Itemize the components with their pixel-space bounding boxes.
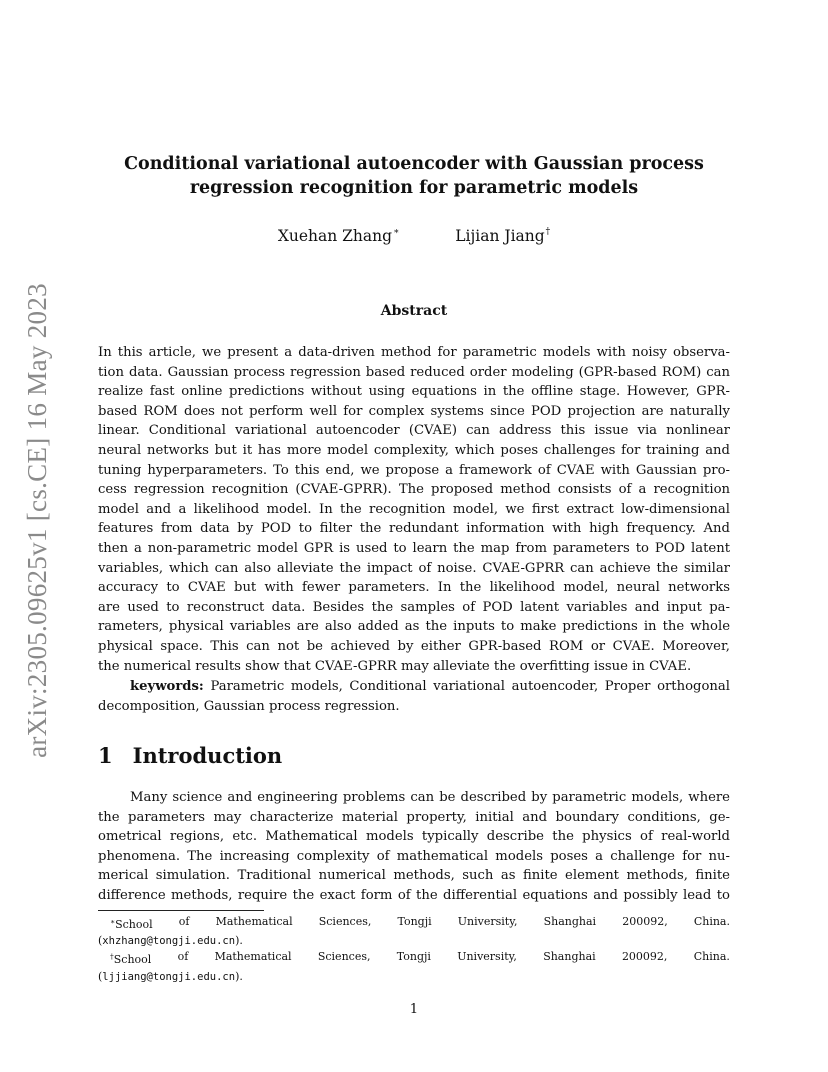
abstract-line: tuning hyperparameters. To this end, we propose a framework of CVAE with Gaussian pro- <box>98 462 730 478</box>
intro-line: phenomena. The increasing complexity of mathematical models poses a challenge for nu- <box>98 848 730 864</box>
abstract-line: accuracy to CVAE but with fewer parameters. In the likelihood model, neural networks <box>98 580 730 596</box>
footnote-word: Mathematical <box>214 950 292 964</box>
title-line: Conditional variational autoencoder with Gaussian process <box>124 154 704 174</box>
footnote-word: School <box>115 918 153 931</box>
footnote-word: China. <box>693 915 730 928</box>
footnote-word: School <box>113 953 152 967</box>
footnote-word: Sciences, <box>318 915 372 928</box>
keywords-label: keywords: <box>130 679 204 694</box>
author-list <box>98 227 730 245</box>
abstract-line: tion data. Gaussian process regression based reduced order modeling (GPR-based ROM) can <box>98 364 730 380</box>
intro-line: difference methods, require the exact form of the differential equations and possibly lead to <box>98 887 730 903</box>
abstract-line: neural networks but it has more model complexity, which poses challenges for training and <box>98 442 730 458</box>
intro-line: Many science and engineering problems can be described by parametric models, where <box>130 790 730 805</box>
footnote-email-line: (xhzhang@tongji.edu.cn). <box>98 934 243 948</box>
abstract-line: rameters, physical variables are also added as the inputs to make predictions in the whole <box>98 619 730 635</box>
abstract-body <box>98 343 730 676</box>
abstract-heading: Abstract <box>380 303 448 319</box>
footnote-word: of <box>178 915 190 928</box>
footnote-word: University, <box>457 950 517 964</box>
author-email[interactable]: ljjiang@tongji.edu.cn <box>102 970 236 983</box>
footnote-word: 200092, <box>622 915 668 928</box>
paper-title <box>98 152 730 200</box>
footnote-mark: † <box>110 952 114 962</box>
footnote-word: University, <box>457 915 518 928</box>
keywords-line: decomposition, Gaussian process regression. <box>98 698 400 714</box>
footnote-word: Mathematical <box>215 915 293 928</box>
footnote-word: Shanghai <box>543 950 596 964</box>
abstract-line: physical space. This can not be achieved by either GPR-based ROM or CVAE. Moreover, <box>98 638 730 654</box>
author-footnote-mark: † <box>545 227 551 237</box>
abstract-line: linear. Conditional variational autoencoder (CVAE) can address this issue via nonlinear <box>98 423 730 439</box>
abstract-line: the numerical results show that CVAE-GPRR may alleviate the overfitting issue in CVAE. <box>98 658 692 674</box>
page-number: 1 <box>409 1002 419 1017</box>
author-name: Lijian Jiang <box>455 227 545 245</box>
title-line: regression recognition for parametric models <box>189 178 639 198</box>
author-footnote-mark: ∗ <box>393 227 400 237</box>
introduction-body <box>98 788 730 906</box>
footnote-word: Shanghai <box>543 915 597 928</box>
footnotes <box>98 914 730 985</box>
section-number: 1 <box>98 743 113 768</box>
abstract-line: features from data by POD to filter the redundant information with high frequency. And <box>98 521 730 537</box>
footnote-divider <box>98 910 264 911</box>
footnote-affiliation <box>98 914 730 933</box>
footnote-word: of <box>177 950 189 964</box>
footnote-word: China. <box>693 950 730 964</box>
section-title: Introduction <box>132 743 283 768</box>
author <box>278 227 399 245</box>
footnote-email-line: (ljjiang@tongji.edu.cn). <box>98 969 243 983</box>
abstract-line: cess regression recognition (CVAE-GPRR). The proposed method consists of a recognition <box>98 482 730 498</box>
intro-line: merical simulation. Traditional numerical methods, such as finite element methods, finite <box>98 868 730 884</box>
abstract-line: variables, which can also alleviate the impact of noise. CVAE-GPRR can achieve the similar <box>98 560 730 576</box>
footnote-word: 200092, <box>621 950 668 964</box>
footnote-word: Tongji <box>396 950 431 964</box>
intro-line: the parameters may characterize material property, initial and boundary conditions, ge- <box>98 809 730 825</box>
arxiv-id-text: arXiv:2305.09625v1 [cs.CE] 16 May 2023 <box>21 282 52 758</box>
author <box>455 227 550 245</box>
abstract-line: model and a likelihood model. In the recognition model, we first extract low-dimensional <box>98 501 730 517</box>
keywords-line <box>98 677 730 697</box>
footnote-mark: ∗ <box>110 917 116 926</box>
abstract-line: based ROM does not perform well for complex systems since POD projection are naturally <box>98 403 730 419</box>
abstract-line: In this article, we present a data-driven method for parametric models with noisy observa- <box>98 345 730 360</box>
intro-line: ometrical regions, etc. Mathematical models typically describe the physics of real-world <box>98 829 730 845</box>
abstract-line: then a non-parametric model GPR is used to learn the map from parameters to POD latent <box>98 540 730 556</box>
footnote-affiliation <box>98 949 730 968</box>
abstract-line: are used to reconstruct data. Besides the samples of POD latent variables and input pa- <box>98 599 730 615</box>
footnote-word: Tongji <box>397 915 432 928</box>
keywords-text: Parametric models, Conditional variational autoencoder, Proper orthogonal <box>210 679 730 694</box>
section-heading <box>98 743 282 768</box>
keywords <box>98 677 730 716</box>
abstract-line: realize fast online predictions without using equations in the offline stage. However, GPR- <box>98 384 730 400</box>
footnote-word: Sciences, <box>317 950 371 964</box>
author-email[interactable]: xhzhang@tongji.edu.cn <box>102 935 236 948</box>
arxiv-side-stamp <box>17 280 57 760</box>
author-name: Xuehan Zhang <box>277 227 393 245</box>
